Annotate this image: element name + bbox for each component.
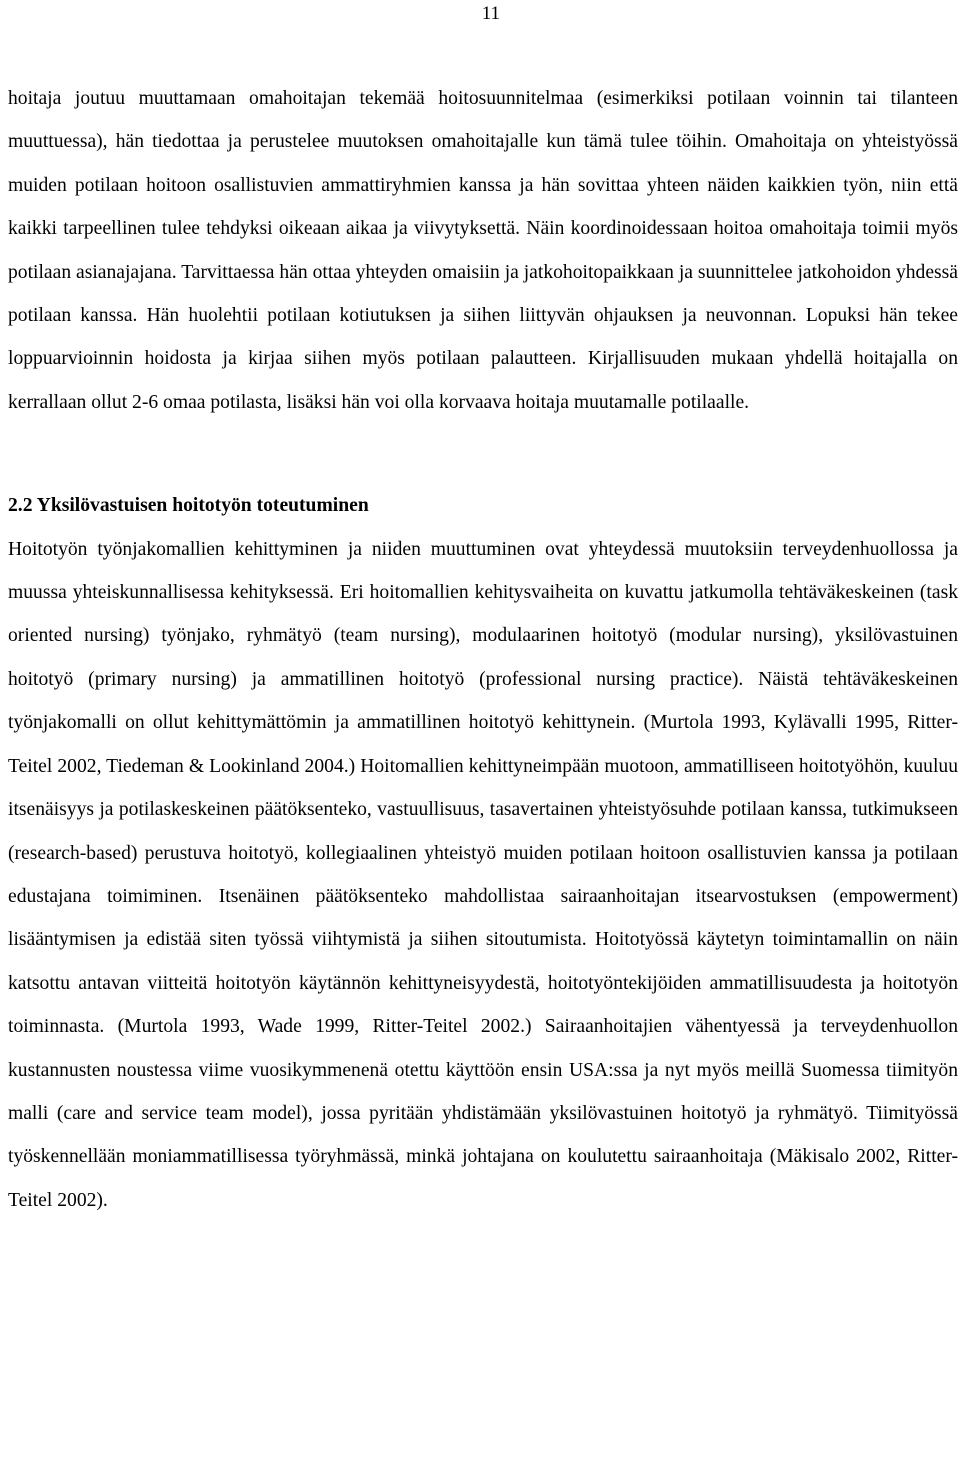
paragraph-omahoitaja: hoitaja joutuu muuttamaan omahoitajan tekemää hoitosuunnitelmaa (esimerkiksi potilaan voinnin tai tilanteen muuttuessa), hän tiedottaa ja perustelee muutoksen omahoitajalle kun tämä tulee töihin. Omahoitaja on yhteistyössä muiden potilaan hoitoon osallistuvien ammattiryhmien kanssa ja hän sovittaa yhteen näiden kaikkien työn, niin että kaikki tarpeellinen tulee tehdyksi oikeaan aikaa ja viivytyksettä. Näin koordinoidessaan hoitoa omahoitaja toimii myös potilaan asianajajana. Tarvittaessa hän ottaa yhteyden omaisiin ja jatkohoitopaikkaan ja suunnittelee jatkohoidon yhdessä potilaan kanssa. Hän huolehtii potilaan kotiutuksen ja siihen liittyvän ohjauksen ja neuvonnan. Lopuksi hän tekee loppuarvioinnin hoidosta ja kirjaa siihen myös potilaan palautteen. Kirjallisuuden mukaan yhdellä hoitajalla on kerrallaan ollut 2-6 omaa potilasta, lisäksi hän voi olla korvaava hoitaja muutamalle potilaalle. <box>8 88 958 413</box>
section-gap <box>8 424 958 484</box>
section-heading: 2.2 Yksilövastuisen hoitotyön toteutuminen <box>8 495 369 517</box>
document-body <box>8 77 958 1222</box>
page-number: 11 <box>481 3 500 24</box>
paragraph-hoitomallit: Hoitotyön työnjakomallien kehittyminen ja niiden muuttuminen ovat yhteydessä muutoksiin terveydenhuollossa ja muussa yhteiskunnallisessa kehityksessä. Eri hoitomallien kehitysvaiheita on kuvattu jatkumolla tehtäväkeskeinen (task oriented nursing) työnjako, ryhmätyö (team nursing), modulaarinen hoitotyö (modular nursing), yksilövastuinen hoitotyö (primary nursing) ja ammatillinen hoitotyö (professional nursing practice). Näistä tehtäväkeskeinen työnjakomalli on ollut kehittymättömin ja ammatillinen hoitotyö kehittynein. (Murtola 1993, Kylävalli 1995, Ritter-Teitel 2002, Tiedeman & Lookinland 2004.) Hoitomallien kehittyneimpään muotoon, ammatilliseen hoitotyöhön, kuuluu itsenäisyys ja potilaskeskeinen päätöksenteko, vastuullisuus, tasavertainen yhteistyösuhde potilaan kanssa, tutkimukseen (research-based) perustuva hoitotyö, kollegiaalinen yhteistyö muiden potilaan hoitoon osallistuvien kanssa ja potilaan edustajana toimiminen. Itsenäinen päätöksenteko mahdollistaa sairaanhoitajan itsearvostuksen (empowerment) lisääntymisen ja edistää siten työssä viihtymistä ja siihen sitoutumista. Hoitotyössä käytetyn toimintamallin on näin katsottu antavan viitteitä hoitotyön käytännön kehittyneisyydestä, hoitotyöntekijöiden ammatillisuudesta ja hoitotyön toiminnasta. (Murtola 1993, Wade 1999, Ritter-Teitel 2002.) Sairaanhoitajien vähentyessä ja terveydenhuollon kustannusten noustessa viime vuosikymmenenä otettu käyttöön ensin USA:ssa ja nyt myös meillä Suomessa tiimityön malli (care and service team model), jossa pyritään yhdistämään yksilövastuinen hoitotyö ja ryhmätyö. Tiimityössä työskennellään moniammatillisessa työryhmässä, minkä johtajana on koulutettu sairaanhoitaja (Mäkisalo 2002, Ritter-Teitel 2002). <box>8 538 958 1211</box>
